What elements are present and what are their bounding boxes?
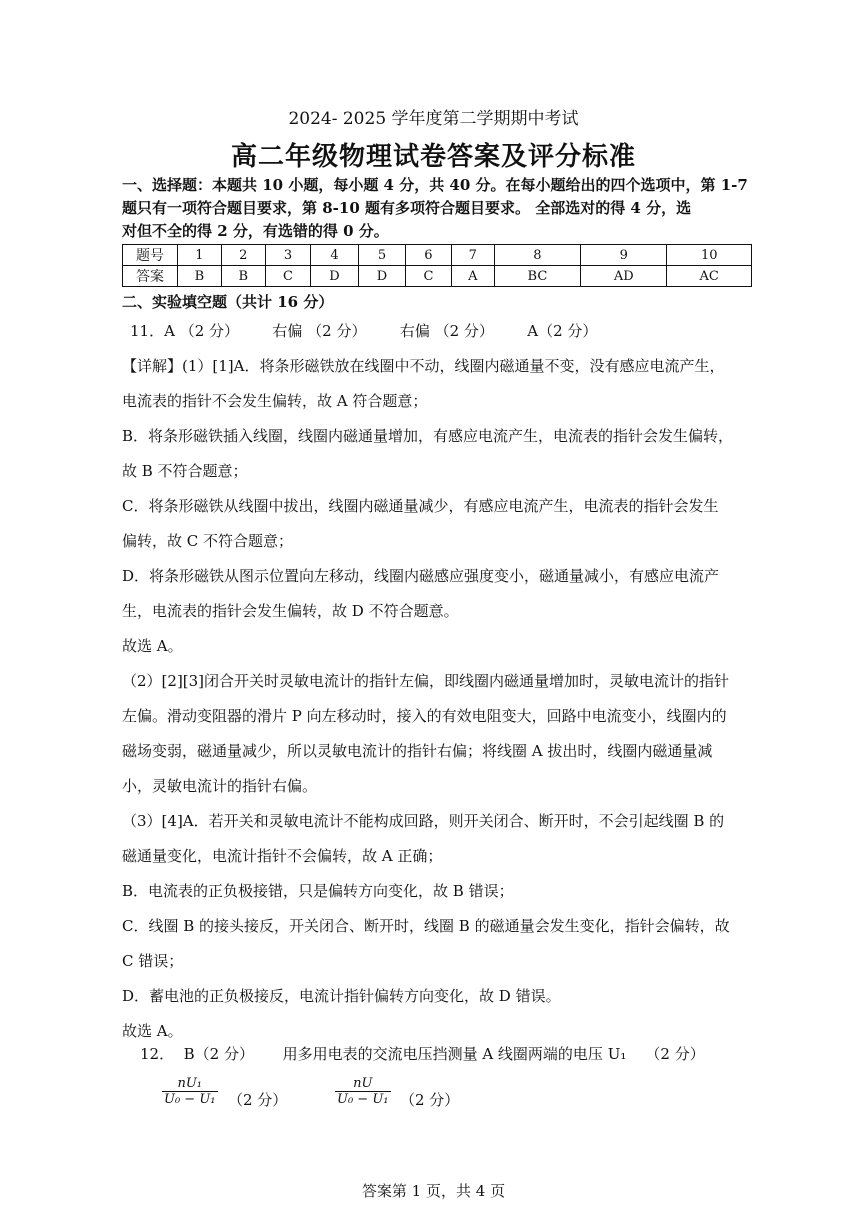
explanation-line: 左偏。滑动变阻器的滑片 P 向左移动时，接入的有效电阻变大，回路中电流变小，线圈内的 xyxy=(122,707,727,725)
answer-table xyxy=(122,244,752,287)
question-number: 3 xyxy=(265,245,310,266)
explanation-line: B．电流表的正负极接错，只是偏转方向变化，故 B 错误； xyxy=(122,882,514,900)
question-number: 1 xyxy=(178,245,222,266)
question-number: 8 xyxy=(494,245,580,266)
answer-cell: AC xyxy=(667,266,752,287)
fraction-2-denominator: U₀ − U₁ xyxy=(337,1092,389,1107)
fraction-2-score: （2 分） xyxy=(400,1091,460,1109)
answer-cell: C xyxy=(406,266,451,287)
explanation-line: 电流表的指针不会发生偏转，故 A 符合题意； xyxy=(122,392,428,410)
section1-line: 对但不全的得 2 分，有选错的得 0 分。 xyxy=(122,222,389,240)
explanation-line: 故选 A。 xyxy=(122,1022,183,1040)
q11-explanation xyxy=(122,349,752,1049)
answer-cell: AD xyxy=(581,266,667,287)
explanation-line: D．将条形磁铁从图示位置向左移动，线圈内磁感应强度变小，磁通量减小，有感应电流产 xyxy=(122,567,720,585)
fraction-1-numerator: nU₁ xyxy=(177,1076,203,1091)
section1-line: 一、选择题：本题共 10 小题，每小题 4 分，共 40 分。在每小题给出的四个选项中，第 1-7 xyxy=(122,176,748,194)
question-number: 10 xyxy=(667,245,752,266)
explanation-line: D．蓄电池的正负极接反，电流计指针偏转方向变化，故 D 错误。 xyxy=(122,987,561,1005)
explanation-line: 生，电流表的指针会发生偏转，故 D 不符合题意。 xyxy=(122,602,459,620)
q12-answer-line: 12． B（2 分） 用多用电表的交流电压挡测量 A 线圈两端的电压 U₁ （2 分） xyxy=(140,1045,705,1063)
answer-cell: A xyxy=(451,266,494,287)
section2-heading: 二、实验填空题（共计 16 分） xyxy=(122,293,334,311)
explanation-line: C 错误； xyxy=(122,952,184,970)
answer-cell: D xyxy=(311,266,359,287)
row-label-answer: 答案 xyxy=(123,266,178,287)
explanation-line: C．将条形磁铁从线圈中拔出，线圈内磁通量减少，有感应电流产生，电流表的指针会发生 xyxy=(122,497,719,515)
explanation-line: 故 B 不符合题意； xyxy=(122,462,248,480)
fraction-1 xyxy=(162,1076,218,1107)
explanation-line: （2）[2][3]闭合开关时灵敏电流计的指针左偏，即线圈内磁通量增加时，灵敏电流计的指针 xyxy=(122,672,730,690)
answer-cell: B xyxy=(221,266,265,287)
explanation-line: 小，灵敏电流计的指针右偏。 xyxy=(122,777,318,795)
question-number: 7 xyxy=(451,245,494,266)
answer-cell: D xyxy=(358,266,406,287)
section1-line: 题只有一项符合题目要求，第 8-10 题有多项符合题目要求。 全部选对的得 4 分，选 xyxy=(122,199,692,217)
fraction-2-numerator: nU xyxy=(353,1076,373,1091)
answer-row xyxy=(123,266,752,287)
exam-subtitle: 2024- 2025 学年度第二学期期中考试 xyxy=(288,109,579,129)
question-number: 6 xyxy=(406,245,451,266)
question-number: 9 xyxy=(581,245,667,266)
explanation-line: C．线圈 B 的接头接反，开关闭合、断开时，线圈 B 的磁通量会发生变化，指针会偏转，故 xyxy=(122,917,730,935)
row-label-question: 题号 xyxy=(123,245,178,266)
section1-instructions xyxy=(122,174,752,243)
question-number: 5 xyxy=(358,245,406,266)
explanation-line: 偏转，故 C 不符合题意； xyxy=(122,532,294,550)
fraction-1-denominator: U₀ − U₁ xyxy=(164,1092,216,1107)
explanation-line: 磁通量变化，电流计指针不会偏转，故 A 正确； xyxy=(122,847,443,865)
question-number-row xyxy=(123,245,752,266)
answer-cell: C xyxy=(265,266,310,287)
answer-cell: BC xyxy=(494,266,580,287)
explanation-line: 【详解】(1）[1]A．将条形磁铁放在线圈中不动，线圈内磁通量不变，没有感应电流产生， xyxy=(122,357,725,375)
explanation-line: 故选 A。 xyxy=(122,637,183,655)
answer-cell: B xyxy=(178,266,222,287)
page-title: 高二年级物理试卷答案及评分标准 xyxy=(230,142,636,172)
fraction-2 xyxy=(335,1076,391,1107)
question-number: 4 xyxy=(311,245,359,266)
question-number: 2 xyxy=(221,245,265,266)
page-footer: 答案第 1 页，共 4 页 xyxy=(361,1182,506,1200)
explanation-line: （3）[4]A．若开关和灵敏电流计不能构成回路，则开关闭合、断开时，不会引起线圈 B 的 xyxy=(122,812,725,830)
fraction-1-score: （2 分） xyxy=(228,1091,288,1109)
explanation-line: B．将条形磁铁插入线圈，线圈内磁通量增加，有感应电流产生，电流表的指针会发生偏转， xyxy=(122,427,734,445)
explanation-line: 磁场变弱，磁通量减少，所以灵敏电流计的指针右偏；将线圈 A 拔出时，线圈内磁通量减 xyxy=(122,742,713,760)
q11-answer-line: 11．A （2 分） 右偏 （2 分） 右偏 （2 分） A（2 分） xyxy=(130,322,598,340)
